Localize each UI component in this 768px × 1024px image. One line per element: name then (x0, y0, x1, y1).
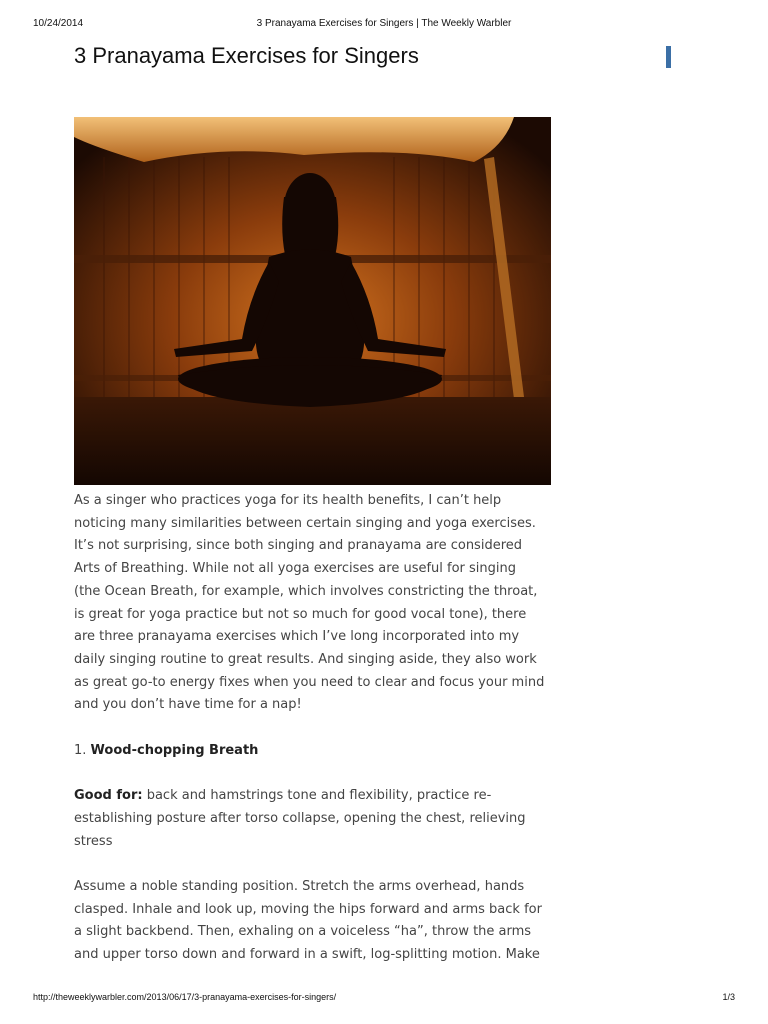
print-date: 10/24/2014 (33, 18, 84, 29)
intro-line: noticing many similarities between certain singing and yoga exercises. (74, 515, 536, 531)
intro-line: and you don’t have time for a nap! (74, 697, 302, 713)
article-body (74, 490, 554, 967)
good-for-paragraph (74, 785, 554, 853)
intro-line: is great for yoga practice but not so much for good vocal tone), there (74, 606, 527, 622)
intro-line: daily singing routine to great results. And singing aside, they also work (74, 651, 537, 667)
instruction-line: Assume a noble standing position. Stretch the arms overhead, hands (74, 878, 525, 894)
instruction-line: a slight backbend. Then, exhaling on a voiceless “ha”, throw the arms (74, 924, 532, 940)
print-header (33, 18, 735, 32)
page-number: 1/3 (722, 992, 735, 1002)
intro-line: (the Ocean Breath, for example, which involves constricting the throat, (74, 583, 538, 599)
intro-line: As a singer who practices yoga for its health benefits, I can’t help (74, 493, 502, 508)
section-title: Wood-chopping Breath (90, 742, 259, 758)
print-footer (33, 992, 735, 1004)
good-for-line: back and hamstrings tone and flexibility, practice re- (146, 788, 492, 804)
intro-line: It’s not surprising, since both singing and pranayama are considered (74, 538, 523, 554)
good-for-line: establishing posture after torso collapse, opening the chest, relieving (74, 810, 526, 826)
intro-line: as great go-to energy fixes when you need to clear and focus your mind (74, 674, 545, 690)
instructions-paragraph (74, 876, 554, 967)
good-for-label: Good for: (74, 788, 143, 804)
page-url: http://theweeklywarbler.com/2013/06/17/3-pranayama-exercises-for-singers/ (33, 992, 337, 1002)
print-doc-title: 3 Pranayama Exercises for Singers | The Weekly Warbler (256, 18, 512, 29)
section-heading (74, 740, 554, 763)
good-for-line: stress (74, 833, 113, 849)
yoga-meditation-photo (74, 117, 551, 485)
scroll-indicator (666, 46, 671, 68)
intro-line: Arts of Breathing. While not all yoga exercises are useful for singing (74, 561, 517, 577)
instruction-line: clasped. Inhale and look up, moving the hips forward and arms back for (74, 901, 542, 917)
intro-paragraph (74, 490, 554, 717)
section-number: 1. (74, 742, 87, 758)
intro-line: are three pranayama exercises which I’ve long incorporated into my (74, 629, 520, 645)
instruction-line: and upper torso down and forward in a swift, log-splitting motion. Make (74, 947, 540, 963)
page-title: 3 Pranayama Exercises for Singers (74, 43, 419, 68)
